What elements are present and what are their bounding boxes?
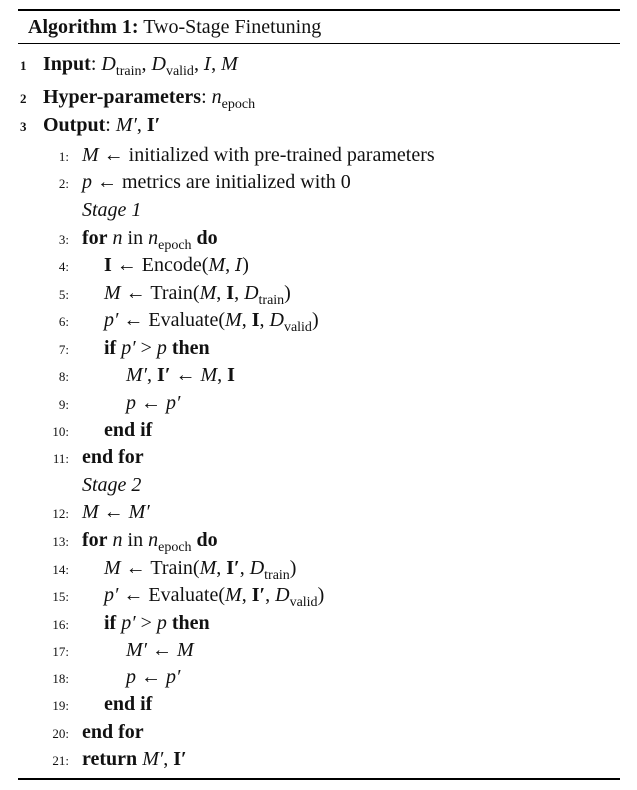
algorithm-caption (28, 14, 321, 40)
header-line-number: 2 (20, 91, 27, 106)
input-line: 1 Input: $D_{train}$, $D_{valid}$, I, M (20, 53, 238, 79)
input-keyword: Input (43, 53, 91, 75)
hyper-parameters-line: 2 Hyper-parameters: $n_{epoch}$ (20, 86, 256, 112)
header-line-number: 3 (20, 119, 27, 134)
algorithm-label: Algorithm 1: (28, 16, 139, 38)
code-line: 13: for n in $n_{epoch}$ do (34, 527, 218, 554)
line-number: 19: (52, 698, 69, 713)
hyper-parameters-keyword: Hyper-parameters (43, 86, 202, 108)
code-line: 17: M′ ← M (34, 637, 194, 664)
code-line: 9: p ← p′ (34, 390, 180, 417)
line-number: 2: (58, 176, 69, 191)
algorithm-title: Two-Stage Finetuning (143, 16, 322, 38)
line-number: 3: (58, 232, 69, 247)
line-number: 13: (52, 534, 69, 549)
line-number: 14: (52, 562, 69, 577)
line-number: 17: (52, 644, 69, 659)
line-number: 15: (52, 589, 69, 604)
code-line: 7: if p′ > p then (34, 335, 210, 362)
bottom-rule (18, 778, 620, 780)
line-number: 11: (52, 451, 69, 466)
code-line: 21: return M′, I′ (34, 746, 187, 773)
line-number: 20: (52, 726, 69, 741)
code-line: 8: M′, I′ ← M, I (34, 362, 235, 389)
code-line: 11: end for (34, 444, 144, 471)
stage-comment: Stage 2 (82, 474, 142, 496)
line-number: 21: (52, 753, 69, 768)
line-number: 5: (58, 287, 69, 302)
line-number: 8: (58, 369, 69, 384)
line-number: 9: (58, 397, 69, 412)
line-number: 16: (52, 617, 69, 632)
code-line: 16: if p′ > p then (34, 610, 210, 637)
code-line: 14: M ← Train(M, I′, $D_{train}$) (34, 555, 296, 582)
line-number: 18: (52, 671, 69, 686)
line-number: 1: (58, 149, 69, 164)
output-keyword: Output (43, 114, 106, 136)
line-number: 4: (58, 259, 69, 274)
code-line: 4: I ← Encode(M, I) (34, 252, 249, 279)
code-line: 6: p′ ← Evaluate(M, I, $D_{valid}$) (34, 307, 319, 334)
code-line: 18: p ← p′ (34, 664, 180, 691)
code-line: 15: p′ ← Evaluate(M, I′, $D_{valid}$) (34, 582, 324, 609)
code-line: 12: M ← M′ (34, 499, 150, 526)
caption-rule (18, 43, 620, 44)
code-line: 5: M ← Train(M, I, $D_{train}$) (34, 280, 291, 307)
stage-comment: Stage 1 (82, 199, 142, 221)
code-line: 1: M ← initialized with pre-trained parameters (34, 142, 435, 169)
code-line: 2: p ← metrics are initialized with 0 (34, 169, 351, 196)
code-line: 3: for n in $n_{epoch}$ do (34, 225, 218, 252)
line-number: 6: (58, 314, 69, 329)
top-rule (18, 9, 620, 11)
code-line: 20: end for (34, 719, 144, 746)
output-line: 3 Output: M′, I′ (20, 112, 160, 138)
code-line: 19: end if (34, 691, 152, 718)
code-line: 10: end if (34, 417, 152, 444)
header-line-number: 1 (20, 58, 27, 73)
line-number: 7: (58, 342, 69, 357)
line-number: 12: (52, 506, 69, 521)
line-number: 10: (52, 424, 69, 439)
